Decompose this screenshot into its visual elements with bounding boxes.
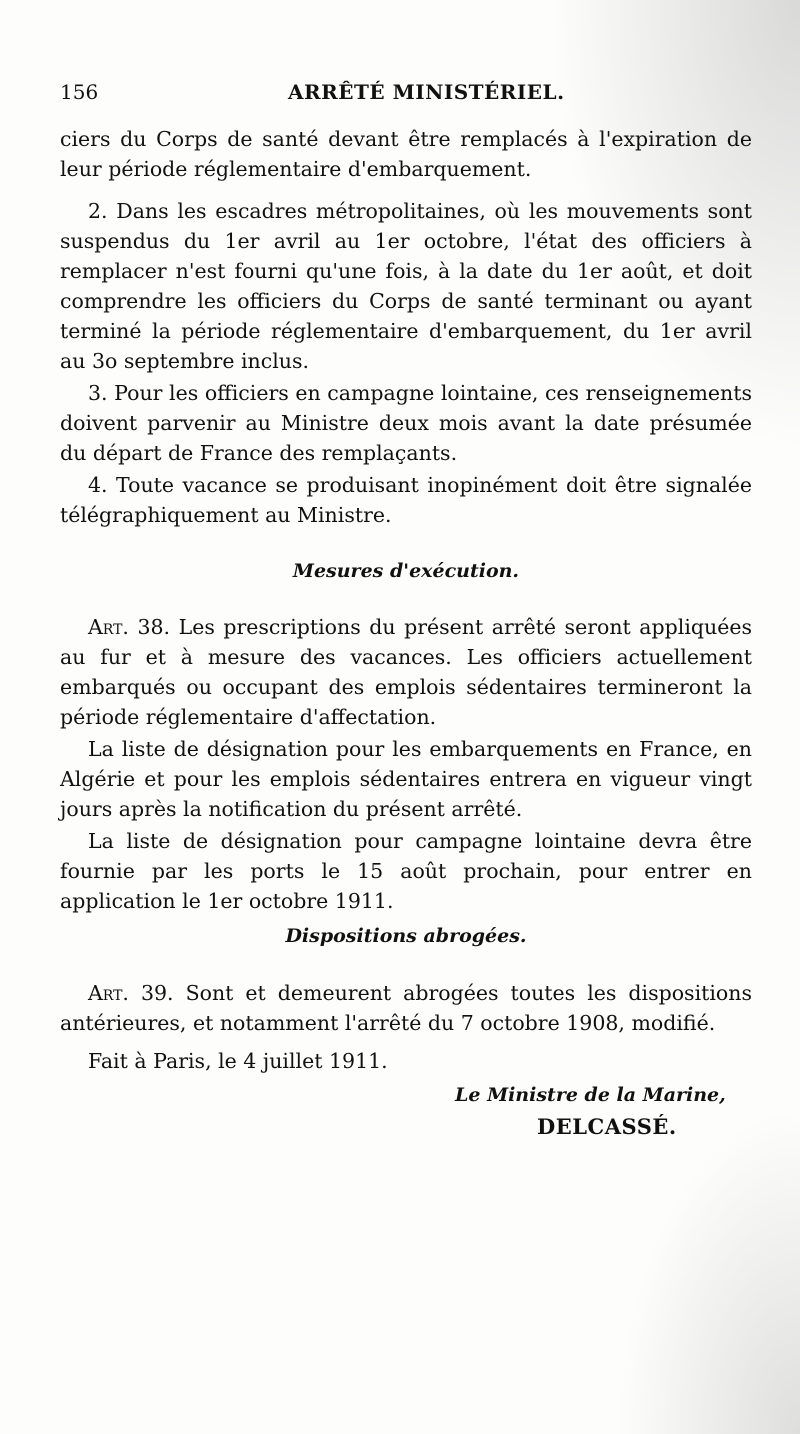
signatory-name: DELCASSÉ. [537, 1114, 677, 1139]
article-38-paragraph-3: La liste de désignation pour campagne lointaine devra être fournie par les ports le 15 août prochain, pour entrer en application le 1er octobre 1911. [60, 829, 752, 913]
article-39-text: Sont et demeurent abrogées toutes les dispositions antérieures, et notamment l'arrêté du 7 octobre 1908, modifié. [60, 981, 752, 1035]
paragraph-item-3: 3. Pour les officiers en campagne lointaine, ces renseignements doivent parvenir au Ministre deux mois avant la date présumée du départ de France des remplaçants. [60, 381, 752, 465]
page-number: 156 [60, 80, 99, 104]
section-execution-heading-wrap [60, 560, 752, 582]
article-38 [60, 612, 752, 732]
page-header [60, 80, 752, 110]
running-title: ARRÊTÉ MINISTÉRIEL. [288, 80, 565, 104]
article-38-text: Les prescriptions du présent arrêté seront appliquées au fur et à mesure des vacances. Les officiers actuellement embarqués ou occupant des emplois sédentaires termineront la période réglementaire d'affectation. [60, 615, 752, 729]
article-38-label: Art. 38. [88, 615, 171, 639]
paragraph-item-2: 2. Dans les escadres métropolitaines, où les mouvements sont suspendus du 1er avril au 1er octobre, l'état des officiers à remplacer n'est fourni qu'une fois, à la date du 1er août, et doit comprendre les officiers du Corps de santé terminant ou ayant terminé la période réglementaire d'embarquement, du 1er avril au 3o septembre inclus. [60, 199, 752, 373]
signatory-title: Le Ministre de la Marine, [455, 1084, 726, 1106]
section-execution-body [60, 612, 752, 916]
article-38-paragraph-2: La liste de désignation pour les embarquements en France, en Algérie et pour les emplois sédentaires entrera en vigueur vingt jours après la notification du présent arrêté. [60, 737, 752, 821]
paragraph-continuation: ciers du Corps de santé devant être remplacés à l'expiration de leur période réglementaire d'embarquement. [60, 127, 752, 181]
section-abrogees-heading-wrap [60, 925, 752, 947]
body-top [60, 124, 752, 530]
article-39 [60, 978, 752, 1038]
paragraph-item-4: 4. Toute vacance se produisant inopinément doit être signalée télégraphiquement au Ministre. [60, 473, 752, 527]
section-heading-abrogees: Dispositions abrogées. [285, 925, 527, 947]
place-date: Fait à Paris, le 4 juillet 1911. [88, 1049, 388, 1073]
section-abrogees-body [60, 978, 752, 1076]
section-heading-execution: Mesures d'exécution. [292, 560, 520, 582]
article-39-label: Art. 39. [88, 981, 174, 1005]
